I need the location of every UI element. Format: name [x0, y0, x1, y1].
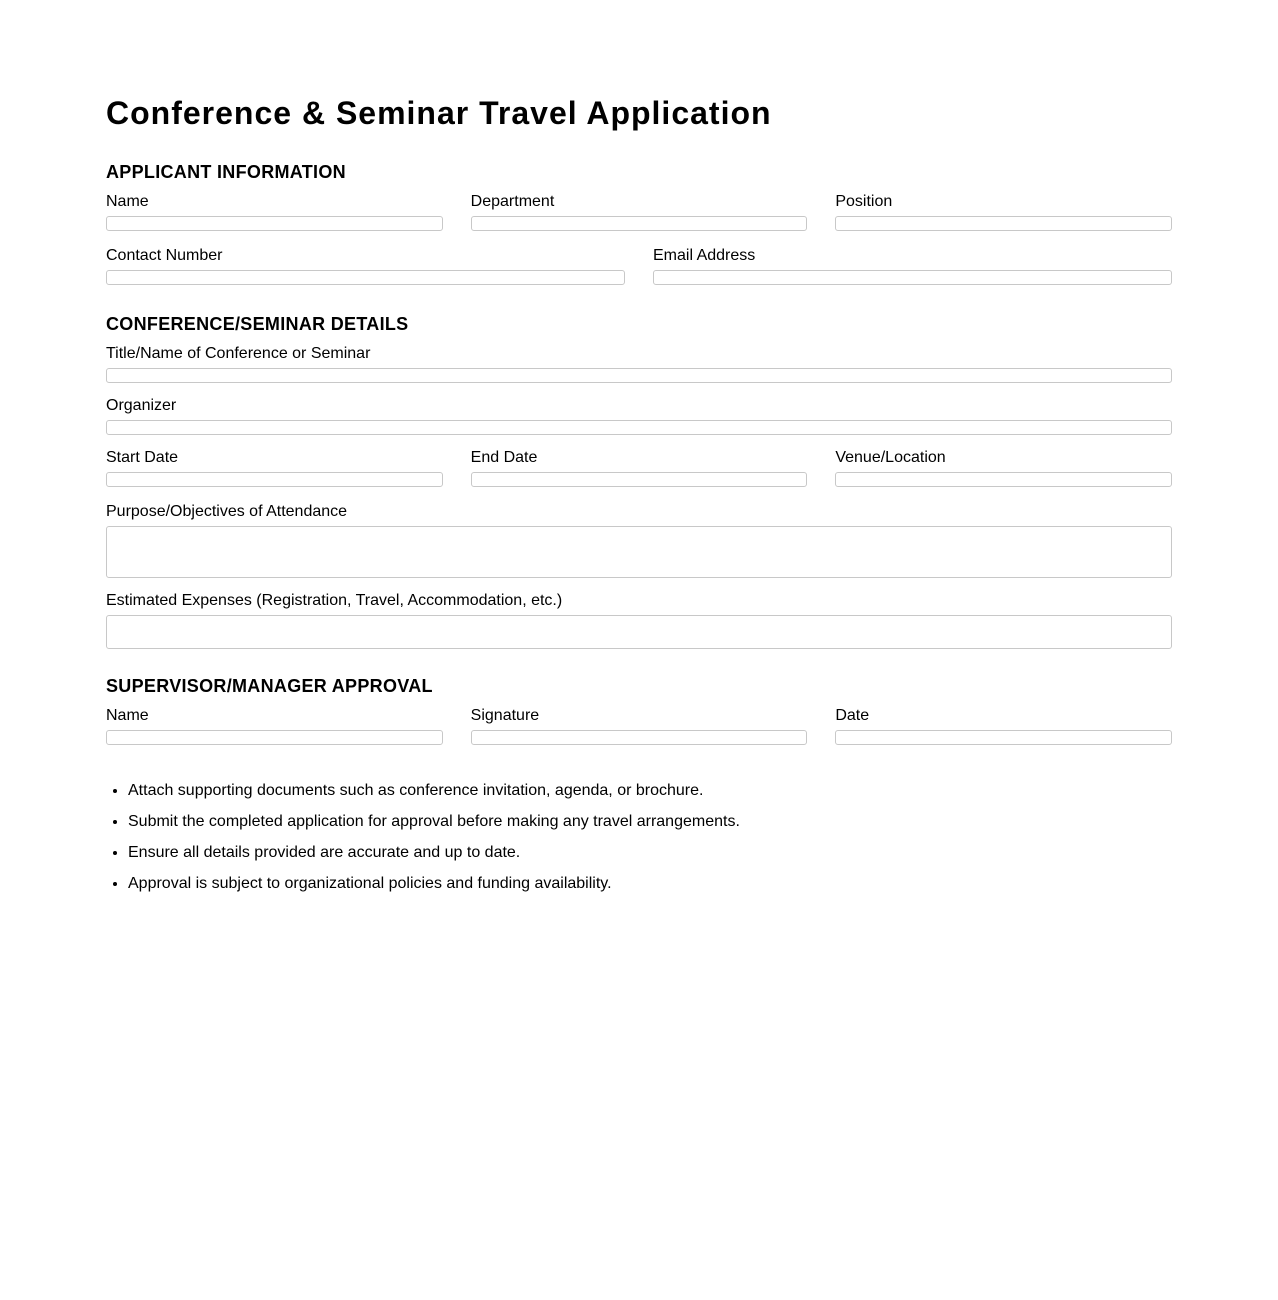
conference-title-label: Title/Name of Conference or Seminar — [106, 345, 371, 362]
email-address-label: Email Address — [653, 247, 756, 264]
conference-title-group — [106, 344, 1172, 383]
approver-name-label: Name — [106, 707, 149, 724]
list-item: • Submit the completed application for approval before making any travel arrangements. — [128, 812, 1172, 832]
purpose-group — [106, 502, 1172, 578]
start-date-label: Start Date — [106, 449, 179, 466]
end-date-label: End Date — [470, 449, 538, 466]
position-label: Position — [835, 193, 893, 210]
purpose-label: Purpose/Objectives of Attendance — [106, 503, 348, 520]
approval-date-group — [835, 706, 1172, 745]
organizer-label: Organizer — [106, 397, 177, 414]
end-date-group — [471, 448, 808, 487]
department-group — [471, 192, 808, 231]
approval-date-input[interactable] — [835, 730, 1172, 745]
travel-application-form — [106, 0, 1172, 894]
applicant-row-1 — [106, 192, 1172, 231]
end-date-input[interactable] — [471, 472, 808, 487]
department-label: Department — [470, 193, 555, 210]
expenses-group — [106, 591, 1172, 649]
organizer-input[interactable] — [106, 420, 1172, 435]
venue-label: Venue/Location — [835, 449, 946, 466]
venue-input[interactable] — [835, 472, 1172, 487]
email-address-group — [653, 246, 1172, 285]
department-input[interactable] — [471, 216, 808, 231]
approval-row — [106, 706, 1172, 745]
email-address-input[interactable] — [653, 270, 1172, 285]
page-title: Conference & Seminar Travel Application — [106, 95, 772, 131]
list-item: • Attach supporting documents such as conference invitation, agenda, or brochure. — [128, 781, 1172, 801]
list-item: • Approval is subject to organizational policies and funding availability. — [128, 874, 1172, 894]
expenses-label: Estimated Expenses (Registration, Travel, Accommodation, etc.) — [106, 592, 563, 609]
applicant-name-label: Name — [106, 193, 149, 210]
applicant-name-input[interactable] — [106, 216, 443, 231]
contact-number-label: Contact Number — [106, 247, 223, 264]
conference-title-input[interactable] — [106, 368, 1172, 383]
applicant-row-2 — [106, 246, 1172, 285]
position-input[interactable] — [835, 216, 1172, 231]
venue-group — [835, 448, 1172, 487]
applicant-name-group — [106, 192, 443, 231]
organizer-group — [106, 396, 1172, 435]
signature-label: Signature — [470, 707, 540, 724]
instructions-list — [106, 781, 1172, 894]
position-group — [835, 192, 1172, 231]
list-item: • Ensure all details provided are accurate and up to date. — [128, 843, 1172, 863]
start-date-input[interactable] — [106, 472, 443, 487]
expenses-textarea[interactable] — [106, 615, 1172, 649]
signature-input[interactable] — [471, 730, 808, 745]
approval-date-label: Date — [835, 707, 870, 724]
conference-section-heading: CONFERENCE/SEMINAR DETAILS — [106, 314, 409, 334]
conference-dates-row — [106, 448, 1172, 487]
approver-name-group — [106, 706, 443, 745]
approver-name-input[interactable] — [106, 730, 443, 745]
approval-section-heading: SUPERVISOR/MANAGER APPROVAL — [106, 676, 433, 696]
applicant-section-heading: APPLICANT INFORMATION — [106, 162, 346, 182]
purpose-textarea[interactable] — [106, 526, 1172, 578]
signature-group — [471, 706, 808, 745]
start-date-group — [106, 448, 443, 487]
contact-number-input[interactable] — [106, 270, 625, 285]
contact-number-group — [106, 246, 625, 285]
